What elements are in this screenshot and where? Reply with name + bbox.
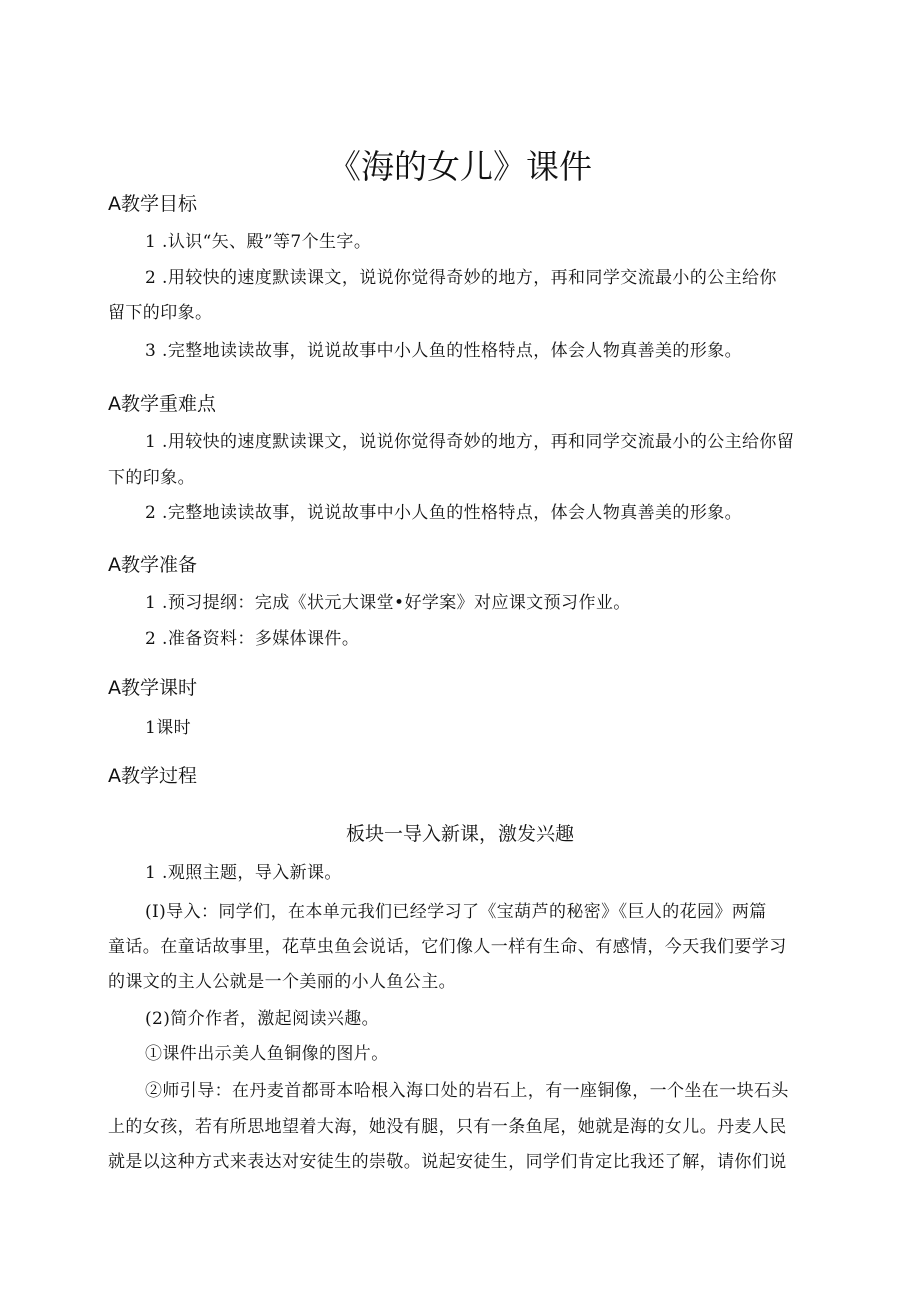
- section-heading-class-hours: A教学课时: [108, 677, 197, 699]
- section-heading-key-difficult-points: A教学重难点: [108, 393, 216, 415]
- section-heading-teaching-process: A教学过程: [108, 765, 197, 787]
- process-intro-line-2: 童话。在童话故事里，花草虫鱼会说话，它们像人一样有生命、有感情，今天我们要学习: [108, 937, 787, 957]
- preparation-item-1: 1 .预习提纲：完成《状元大课堂•好学案》对应课文预习作业。: [145, 593, 631, 613]
- process-teacher-guidance-line-3: 就是以这种方式来表达对安徒生的崇敬。说起安徒生，同学们肯定比我还了解，请你们说: [108, 1152, 787, 1172]
- process-intro-line-1: (I)导入：同学们，在本单元我们已经学习了《宝葫芦的秘密》《巨人的花园》两篇: [145, 902, 767, 922]
- preparation-item-2: 2 .准备资料：多媒体课件。: [145, 629, 360, 649]
- teaching-goal-3: 3 .完整地读读故事，说说故事中小人鱼的性格特点，体会人物真善美的形象。: [145, 341, 743, 361]
- key-point-1-line-1: 1 .用较快的速度默读课文，说说你觉得奇妙的地方，再和同学交流最小的公主给你留: [145, 432, 795, 452]
- process-subheading: 板块一导入新课，激发兴趣: [345, 823, 574, 845]
- teaching-goal-2-line-2: 留下的印象。: [108, 303, 213, 323]
- process-teacher-guidance-line-1: ②师引导：在丹麦首都哥本哈根入海口处的岩石上，有一座铜像，一个坐在一块石头: [145, 1081, 789, 1101]
- process-picture-note: ①课件出示美人鱼铜像的图片。: [145, 1044, 389, 1064]
- process-intro-line-3: 的课文的主人公就是一个美丽的小人鱼公主。: [108, 972, 456, 992]
- process-teacher-guidance-line-2: 上的女孩，若有所思地望着大海，她没有腿，只有一条鱼尾，她就是海的女儿。丹麦人民: [108, 1117, 787, 1137]
- section-heading-teaching-goals: A教学目标: [108, 193, 197, 215]
- process-author-intro: (2)简介作者，激起阅读兴趣。: [145, 1009, 380, 1029]
- teaching-goal-2-line-1: 2 .用较快的速度默读课文，说说你觉得奇妙的地方，再和同学交流最小的公主给你: [145, 268, 777, 288]
- key-point-1-line-2: 下的印象。: [108, 468, 195, 488]
- key-point-2: 2 .完整地读读故事，说说故事中小人鱼的性格特点，体会人物真善美的形象。: [145, 503, 743, 523]
- section-heading-preparation: A教学准备: [108, 554, 197, 576]
- process-step-1: 1 .观照主题，导入新课。: [145, 863, 342, 883]
- class-hours-value: 1课时: [145, 718, 192, 738]
- teaching-goal-1: 1 .认识“矢、殿”等7个生字。: [145, 232, 372, 252]
- document-title: 《海的女儿》课件: [328, 147, 592, 187]
